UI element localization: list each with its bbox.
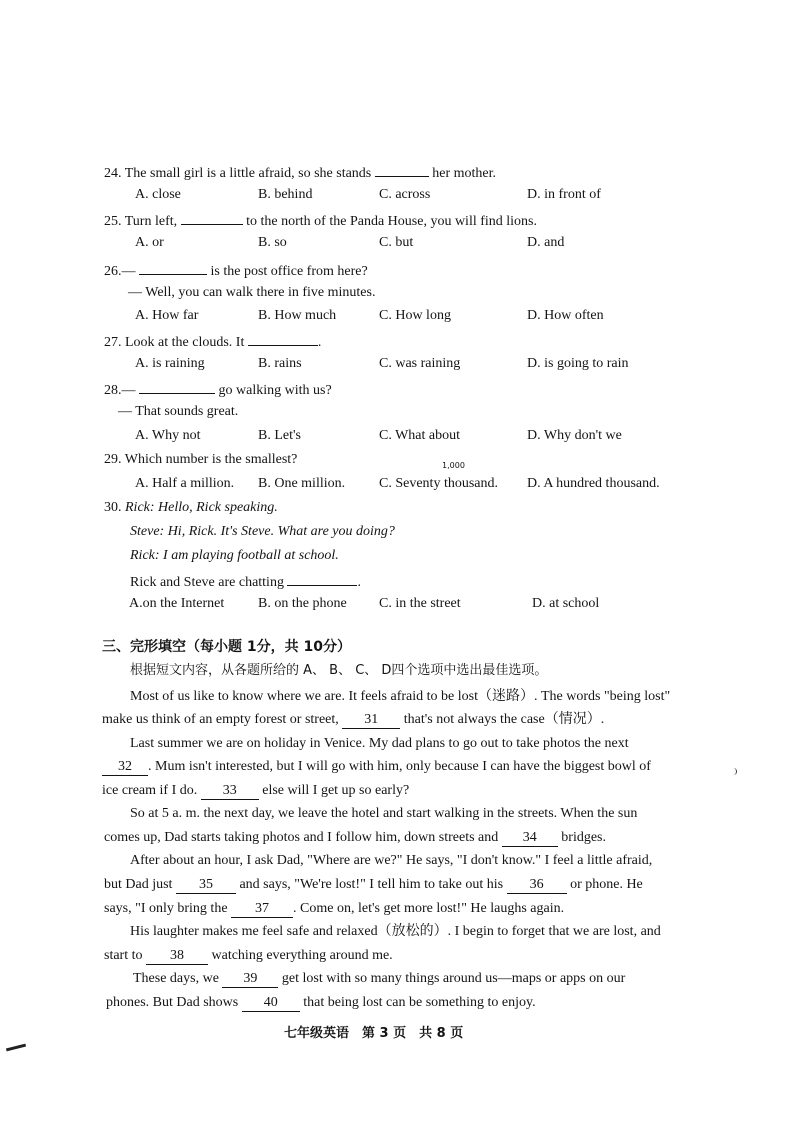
passage-line (104, 900, 564, 918)
scan-mark (6, 1044, 26, 1052)
dialogue-line: Steve: Hi, Rick. It's Steve. What are you doing? (130, 524, 395, 539)
option-a[interactable]: A. How far (135, 308, 199, 323)
option-a[interactable]: A. close (135, 187, 181, 202)
option-b[interactable]: B. Let's (258, 428, 301, 443)
question-25 (104, 210, 537, 231)
question-stem-text: Rick and Steve are chatting (130, 575, 284, 590)
option-a[interactable]: A. Why not (135, 428, 201, 443)
option-a[interactable]: A. or (135, 235, 164, 250)
question-stem-end: to the north of the Panda House, you will find lions. (246, 214, 537, 229)
option-d[interactable]: D. and (527, 235, 565, 250)
question-number: 26. (104, 264, 122, 279)
question-stem-end: go walking with us? (218, 383, 332, 398)
passage-line (104, 947, 393, 965)
dialogue-reply: — Well, you can walk there in five minutes. (128, 285, 376, 300)
scan-mark (733, 768, 737, 775)
cloze-blank-36[interactable]: 36 (507, 877, 567, 894)
dialogue-reply: — That sounds great. (118, 404, 239, 419)
page-footer: 七年级英语 第 3 页 共 8 页 (284, 1026, 464, 1041)
dialogue-line: Rick: I am playing football at school. (130, 548, 339, 563)
passage-text: ice cream if I do. (102, 783, 198, 798)
question-stem-end: . (317, 335, 322, 350)
question-stem: Turn left, (124, 214, 178, 229)
dash: — (121, 383, 136, 398)
question-stem-end: . (357, 575, 361, 590)
question-24 (104, 162, 496, 183)
passage-text: get lost with so many things around us—maps or apps on our (281, 971, 626, 986)
passage-text: and says, "We're lost!" I tell him to take out his (239, 877, 504, 892)
question-stem: Look at the clouds. It (125, 335, 245, 350)
cloze-blank-40[interactable]: 40 (242, 995, 300, 1012)
passage-text: that's not always the case（情况）. (403, 712, 605, 727)
answer-blank[interactable] (248, 331, 318, 346)
option-b[interactable]: B. rains (258, 356, 302, 371)
question-number: 28. (104, 383, 122, 398)
answer-blank[interactable] (375, 162, 429, 177)
question-number: 29. (104, 452, 122, 467)
question-number: 24. (104, 166, 122, 181)
cloze-blank-32[interactable]: 32 (102, 759, 148, 776)
question-stem: The small girl is a little afraid, so she stands (124, 166, 372, 181)
option-c[interactable]: C. How long (379, 308, 451, 323)
option-b[interactable]: B. on the phone (258, 596, 347, 611)
question-29 (104, 451, 297, 469)
option-c[interactable]: C. What about (379, 428, 461, 443)
option-a[interactable]: A. is raining (135, 356, 205, 371)
question-stem (130, 571, 361, 592)
question-stem-end: is the post office from here? (210, 264, 368, 279)
option-d[interactable]: D. A hundred thousand. (527, 476, 660, 491)
cloze-blank-35[interactable]: 35 (176, 877, 236, 894)
option-d[interactable]: D. in front of (527, 187, 601, 202)
question-26 (104, 260, 368, 281)
passage-line: Most of us like to know where we are. It feels afraid to be lost（迷路）. The words "being lost" (130, 689, 671, 704)
option-d[interactable]: D. Why don't we (527, 428, 622, 443)
cloze-blank-31[interactable]: 31 (342, 712, 400, 729)
option-c[interactable]: C. Seventy thousand. (379, 476, 498, 491)
question-30 (104, 499, 278, 517)
passage-text: comes up, Dad starts taking photos and I follow him, down streets and (104, 830, 499, 845)
question-number: 27. (104, 335, 122, 350)
question-28 (104, 379, 332, 400)
passage-text: that being lost can be something to enjoy. (303, 995, 536, 1010)
passage-line: So at 5 a. m. the next day, we leave the hotel and start walking in the streets. When the sun (130, 806, 638, 821)
answer-blank[interactable] (287, 571, 357, 586)
passage-line (102, 711, 604, 729)
option-d[interactable]: D. is going to rain (527, 356, 629, 371)
passage-text: else will I get up so early? (262, 783, 410, 798)
question-27 (104, 331, 321, 352)
cloze-blank-34[interactable]: 34 (502, 830, 558, 847)
passage-line (102, 782, 409, 800)
handwritten-note: 1,000 (442, 461, 465, 470)
section-instruction: 根据短文内容，从各题所给的 A、 B、 C、 D四个选项中选出最佳选项。 (130, 663, 548, 678)
passage-text: make us think of an empty forest or street, (102, 712, 339, 727)
passage-line: His laughter makes me feel safe and relaxed（放松的）. I begin to forget that we are lost, and (130, 924, 661, 939)
passage-line (106, 994, 536, 1012)
option-d[interactable]: D. How often (527, 308, 604, 323)
passage-line (133, 970, 625, 988)
cloze-blank-37[interactable]: 37 (231, 901, 293, 918)
option-b[interactable]: B. How much (258, 308, 337, 323)
option-d[interactable]: D. at school (532, 596, 600, 611)
passage-text: or phone. He (570, 877, 643, 892)
question-number: 30. (104, 500, 122, 515)
dash: — (121, 264, 136, 279)
answer-blank[interactable] (139, 379, 215, 394)
passage-text: but Dad just (104, 877, 173, 892)
cloze-blank-33[interactable]: 33 (201, 783, 259, 800)
section-heading: 三、完形填空（每小题 1分，共 10分） (102, 639, 351, 655)
question-stem-end: her mother. (432, 166, 497, 181)
passage-line (102, 758, 651, 776)
option-c[interactable]: C. in the street (379, 596, 461, 611)
passage-text: phones. But Dad shows (106, 995, 239, 1010)
option-c[interactable]: C. across (379, 187, 431, 202)
option-a[interactable]: A.on the Internet (129, 596, 225, 611)
cloze-blank-39[interactable]: 39 (222, 971, 278, 988)
passage-line: Last summer we are on holiday in Venice. My dad plans to go out to take photos the next (130, 736, 629, 751)
option-c[interactable]: C. was raining (379, 356, 461, 371)
answer-blank[interactable] (181, 210, 243, 225)
passage-text: These days, we (133, 971, 219, 986)
option-b[interactable]: B. so (258, 235, 287, 250)
cloze-blank-38[interactable]: 38 (146, 948, 208, 965)
passage-text: watching everything around me. (211, 948, 393, 963)
dialogue-line: Rick: Hello, Rick speaking. (125, 500, 278, 515)
passage-text: start to (104, 948, 143, 963)
passage-line: After about an hour, I ask Dad, "Where are we?" He says, "I don't know." I feel a little afraid, (130, 853, 653, 868)
option-a[interactable]: A. Half a million. (135, 476, 235, 491)
answer-blank[interactable] (139, 260, 207, 275)
option-b[interactable]: B. One million. (258, 476, 346, 491)
passage-line (104, 829, 606, 847)
passage-line (104, 876, 643, 894)
passage-text: . Mum isn't interested, but I will go with him, only because I can have the biggest bowl of (148, 759, 651, 774)
passage-text: says, "I only bring the (104, 901, 228, 916)
option-b[interactable]: B. behind (258, 187, 313, 202)
passage-text: bridges. (561, 830, 606, 845)
question-stem: Which number is the smallest? (124, 452, 298, 467)
question-number: 25. (104, 214, 122, 229)
option-c[interactable]: C. but (379, 235, 414, 250)
passage-text: . Come on, let's get more lost!" He laughs again. (293, 901, 565, 916)
